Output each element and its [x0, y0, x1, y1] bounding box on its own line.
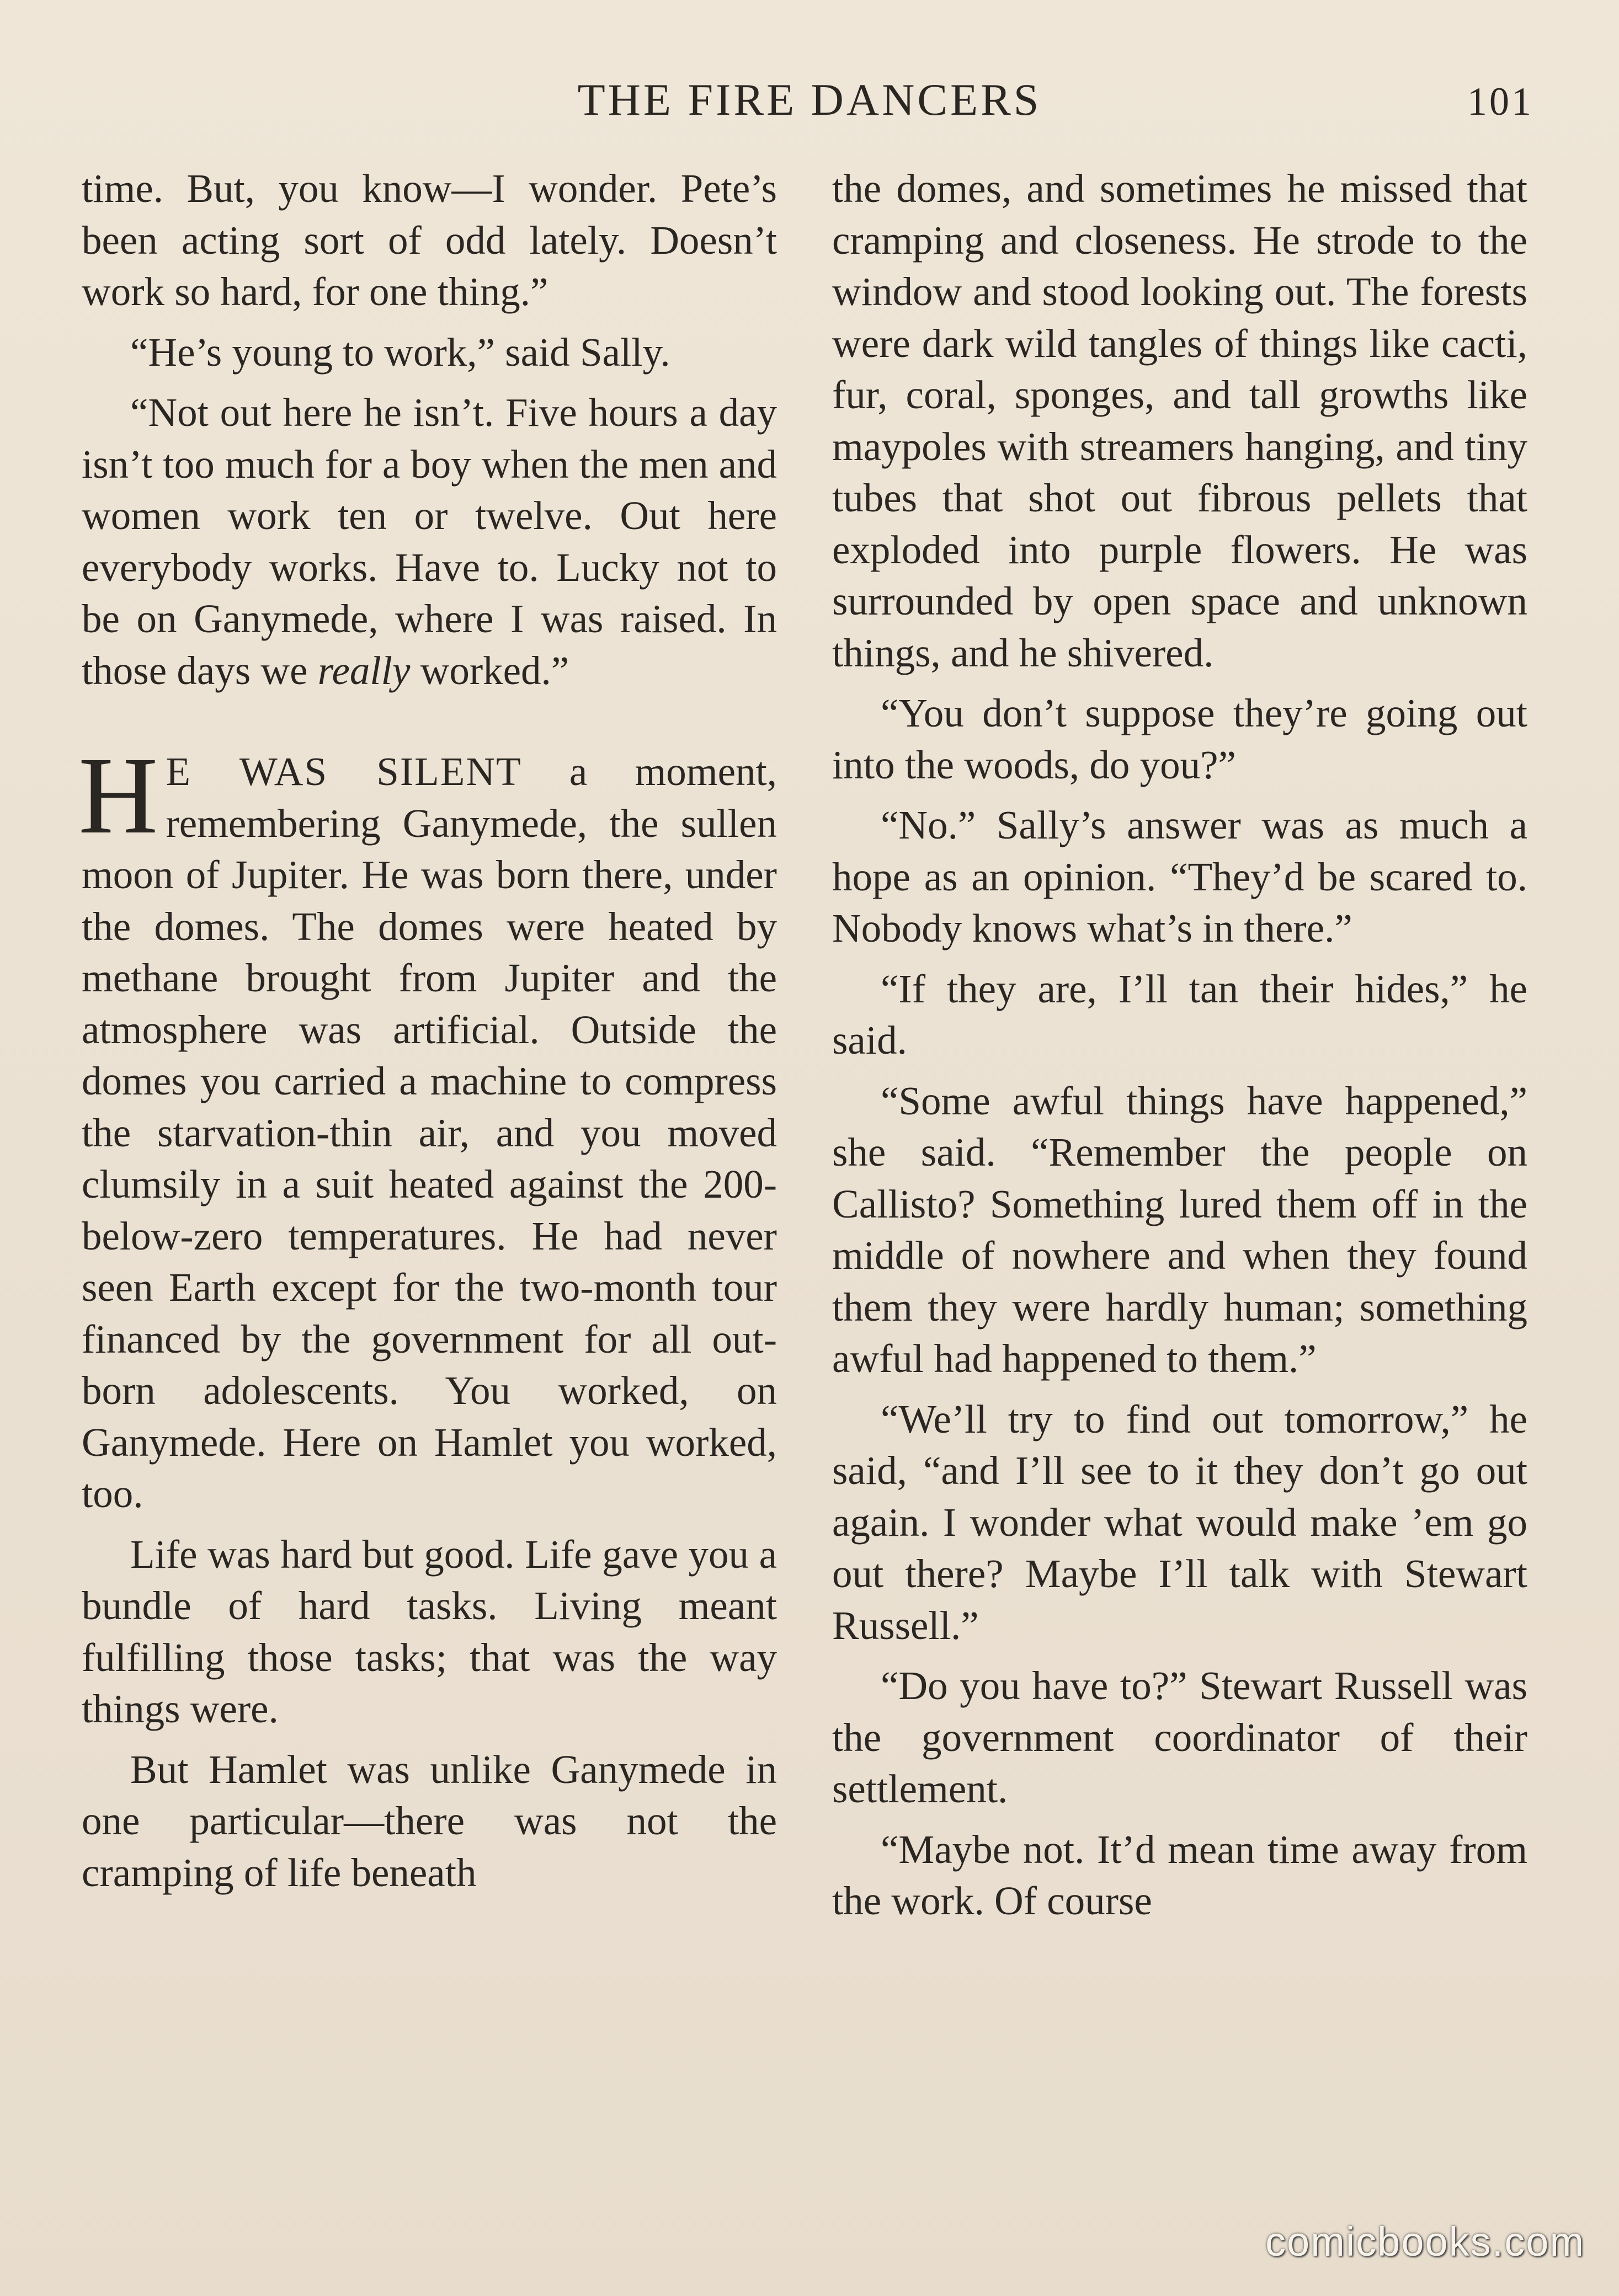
right-paragraph-1: the domes, and sometimes he missed that cramping and closeness. He strode to the window and stood looking out. The forests were dark wild tangles of things like cacti, fur, coral, sponges, and tall growths like maypoles with streamers hanging, and tiny tubes that shot out fibrous pellets that exploded into purple flowers. He was surrounded by open space and unknown things, and he shivered.: [832, 166, 1527, 675]
small-caps-lead: E WAS SILENT: [166, 749, 522, 794]
watermark: comicbooks.com: [1265, 2219, 1585, 2265]
left-paragraph-3-end: worked.”: [420, 648, 569, 693]
left-paragraph-1: time. But, you know—I wonder. Pete’s been acting sort of odd lately. Doesn’t work so hard, for one thing.”: [82, 166, 777, 314]
italic-emphasis: really: [317, 648, 411, 693]
section-opening-paragraph: [78, 735, 777, 1520]
left-paragraph-6: But Hamlet was unlike Ganymede in one particular—there was not the cramping of life beneath: [82, 1747, 777, 1895]
left-paragraph-3-text: “Not out here he isn’t. Five hours a day isn’t too much for a boy when the men and women work ten or twelve. Out here everybody works. Have to. Lucky not to be on Ganymede, where I was raised. In those days we: [82, 390, 777, 693]
right-paragraph-4: “If they are, I’ll tan their hides,” he said.: [832, 966, 1527, 1062]
right-paragraph-5: “Some awful things have happened,” she said. “Remember the people on Callisto? Something lured them off in the middle of nowhere and when they found them they were hardly human; something awful had happened to them.”: [832, 1078, 1527, 1381]
right-paragraph-7: “Do you have to?” Stewart Russell was the government coordinator of their settlement.: [832, 1663, 1527, 1811]
drop-cap: H: [78, 735, 158, 857]
right-paragraph-6: “We’ll try to find out tomorrow,” he said, “and I’ll see to it they don’t go out again. I wonder what would make ’em go out there? Maybe I’ll talk with Stewart Russell.”: [832, 1396, 1527, 1648]
right-paragraph-2: “You don’t suppose they’re going out into the woods, do you?”: [832, 691, 1527, 787]
page-number: 101: [1467, 79, 1533, 124]
section-opening-text: a moment, remembering Ganymede, the sullen moon of Jupiter. He was born there, under the domes. The domes were heated by methane brought from Jupiter and the atmosphere was artificial. Outside the domes you carried a machine to compress the starvation-thin air, and you moved clumsily in a suit heated against the 200-below-zero temperatures. He had never seen Earth except for the two-month tour financed by the government for all out-born adolescents. You worked, on Ganymede. Here on Hamlet you worked, too.: [82, 749, 777, 1516]
running-title: THE FIRE DANCERS: [577, 74, 1042, 125]
left-paragraph-2: “He’s young to work,” said Sally.: [130, 329, 670, 375]
right-paragraph-8: “Maybe not. It’d mean time away from the work. Of course: [832, 1827, 1527, 1923]
left-paragraph-5: Life was hard but good. Life gave you a bundle of hard tasks. Living meant fulfilling those tasks; that was the way things were.: [82, 1531, 777, 1731]
left-paragraph-3: [82, 387, 777, 696]
right-paragraph-3: “No.” Sally’s answer was as much a hope as an opinion. “They’d be scared to. Nobody knows what’s in there.”: [832, 803, 1527, 951]
right-column: [832, 163, 1527, 1936]
left-column: [78, 163, 777, 1907]
